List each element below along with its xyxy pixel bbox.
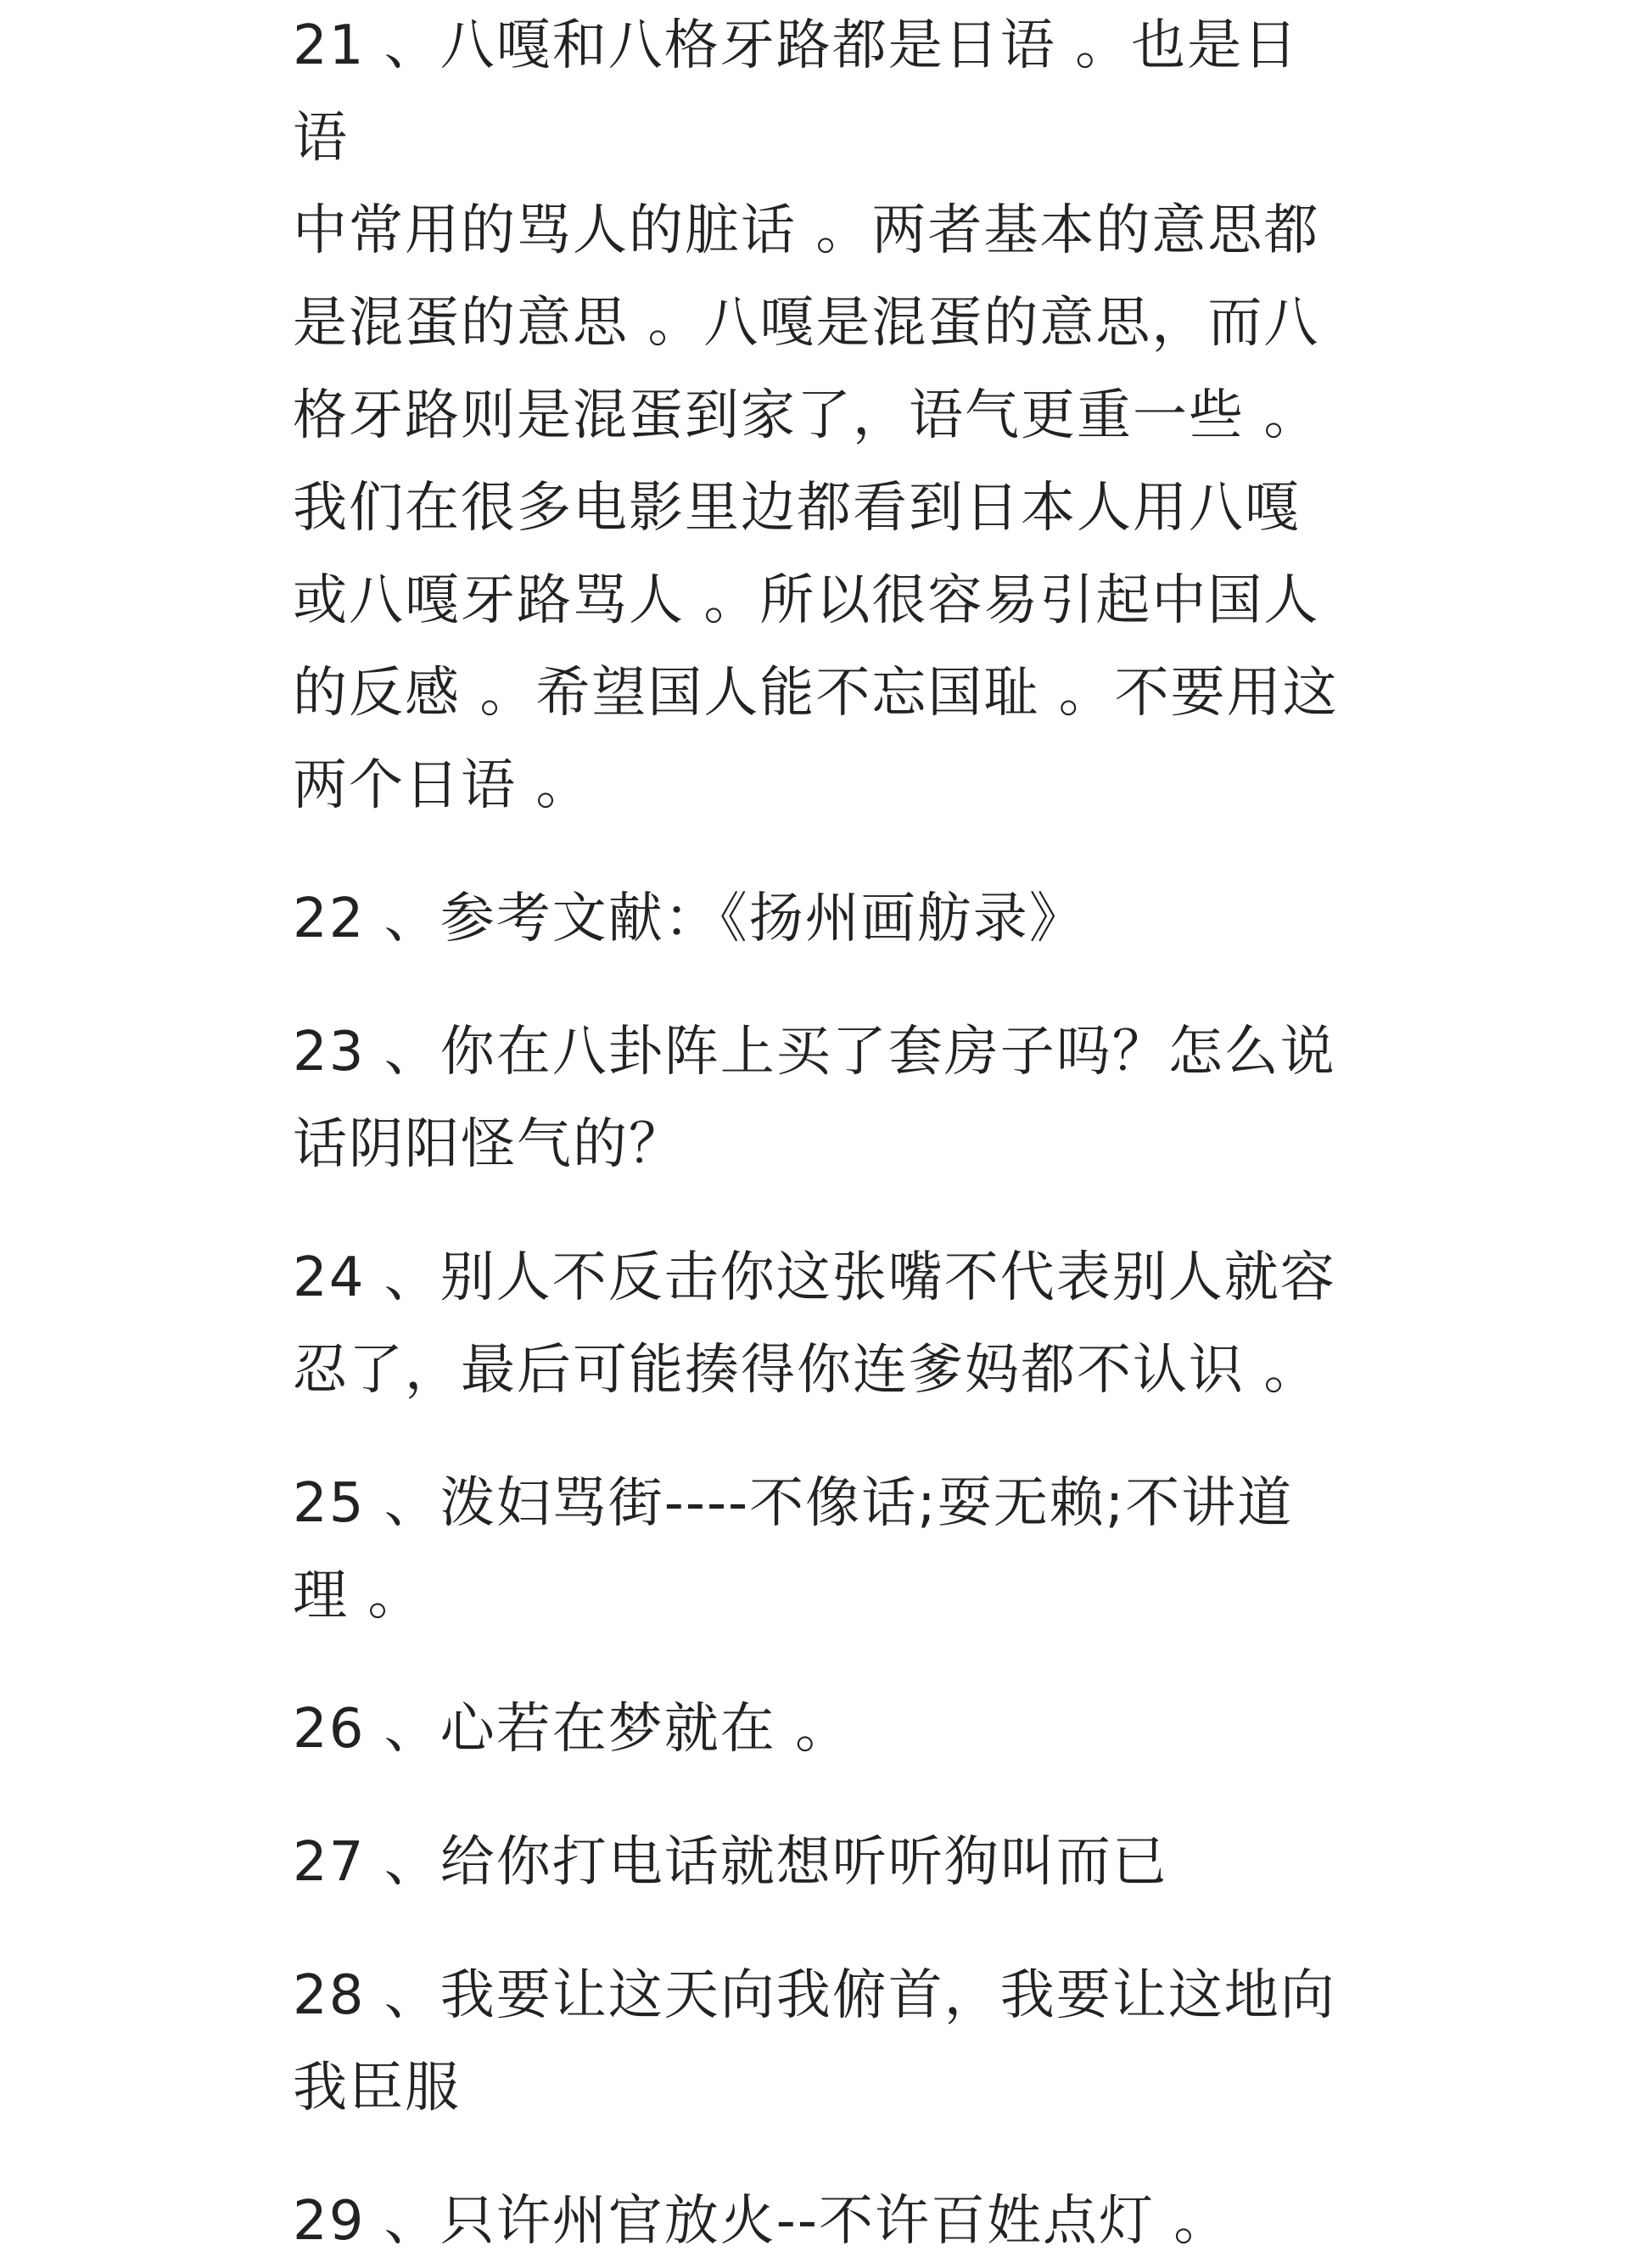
entry-27-line-1: 27 、给你打电话就想听听狗叫而已 — [293, 1831, 1168, 1894]
entry-25-line-1: 25 、泼妇骂街----不像话;耍无赖;不讲道 — [293, 1472, 1294, 1535]
entry-21-line-6: 或八嘎牙路骂人 。所以很容易引起中国人 — [293, 569, 1320, 632]
entry-28-line-1: 28 、我要让这天向我俯首，我要让这地向 — [293, 1964, 1336, 2027]
entry-24-line-1: 24 、别人不反击你这张嘴不代表别人就容 — [293, 1246, 1336, 1309]
entry-26 — [293, 1683, 1353, 1776]
entry-21-line-1: 21 、八嘎和八格牙路都是日语 。也是日语 — [293, 14, 1300, 170]
entry-27 — [293, 1817, 1353, 1909]
entry-21-line-3: 是混蛋的意思 。八嘎是混蛋的意思，而八 — [293, 292, 1320, 355]
entry-28 — [293, 1950, 1353, 2135]
entry-21-line-5: 我们在很多电影里边都看到日本人用八嘎 — [293, 477, 1301, 540]
entry-23-line-1: 23 、你在八卦阵上买了套房子吗？怎么说 — [293, 1021, 1336, 1084]
entry-25 — [293, 1458, 1353, 1643]
entry-21-line-4: 格牙路则是混蛋到家了，语气更重一些 。 — [293, 384, 1320, 447]
entry-22 — [293, 873, 1353, 966]
entry-24 — [293, 1232, 1353, 1417]
entry-21-line-7: 的反感 。希望国人能不忘国耻 。不要用这 — [293, 662, 1339, 725]
entry-24-line-2: 忍了，最后可能揍得你连爹妈都不认识 。 — [293, 1339, 1320, 1402]
article-body — [293, 0, 1353, 2268]
entry-21-line-8: 两个日语 。 — [293, 754, 592, 817]
entry-21-line-2: 中常用的骂人的脏话 。两者基本的意思都 — [293, 199, 1320, 262]
entry-28-line-2: 我臣服 — [293, 2057, 461, 2120]
entry-22-line-1: 22 、参考文献：《扬州画舫录》 — [293, 888, 1085, 950]
entry-29 — [293, 2176, 1353, 2268]
entry-23 — [293, 1006, 1353, 1191]
entry-25-line-2: 理 。 — [293, 1565, 424, 1627]
entry-26-line-1: 26 、心若在梦就在 。 — [293, 1698, 852, 1761]
entry-23-line-2: 话阴阳怪气的？ — [293, 1113, 685, 1176]
entry-21 — [293, 0, 1353, 832]
entry-29-line-1: 29 、只许州官放火--不许百姓点灯 。 — [293, 2190, 1230, 2253]
